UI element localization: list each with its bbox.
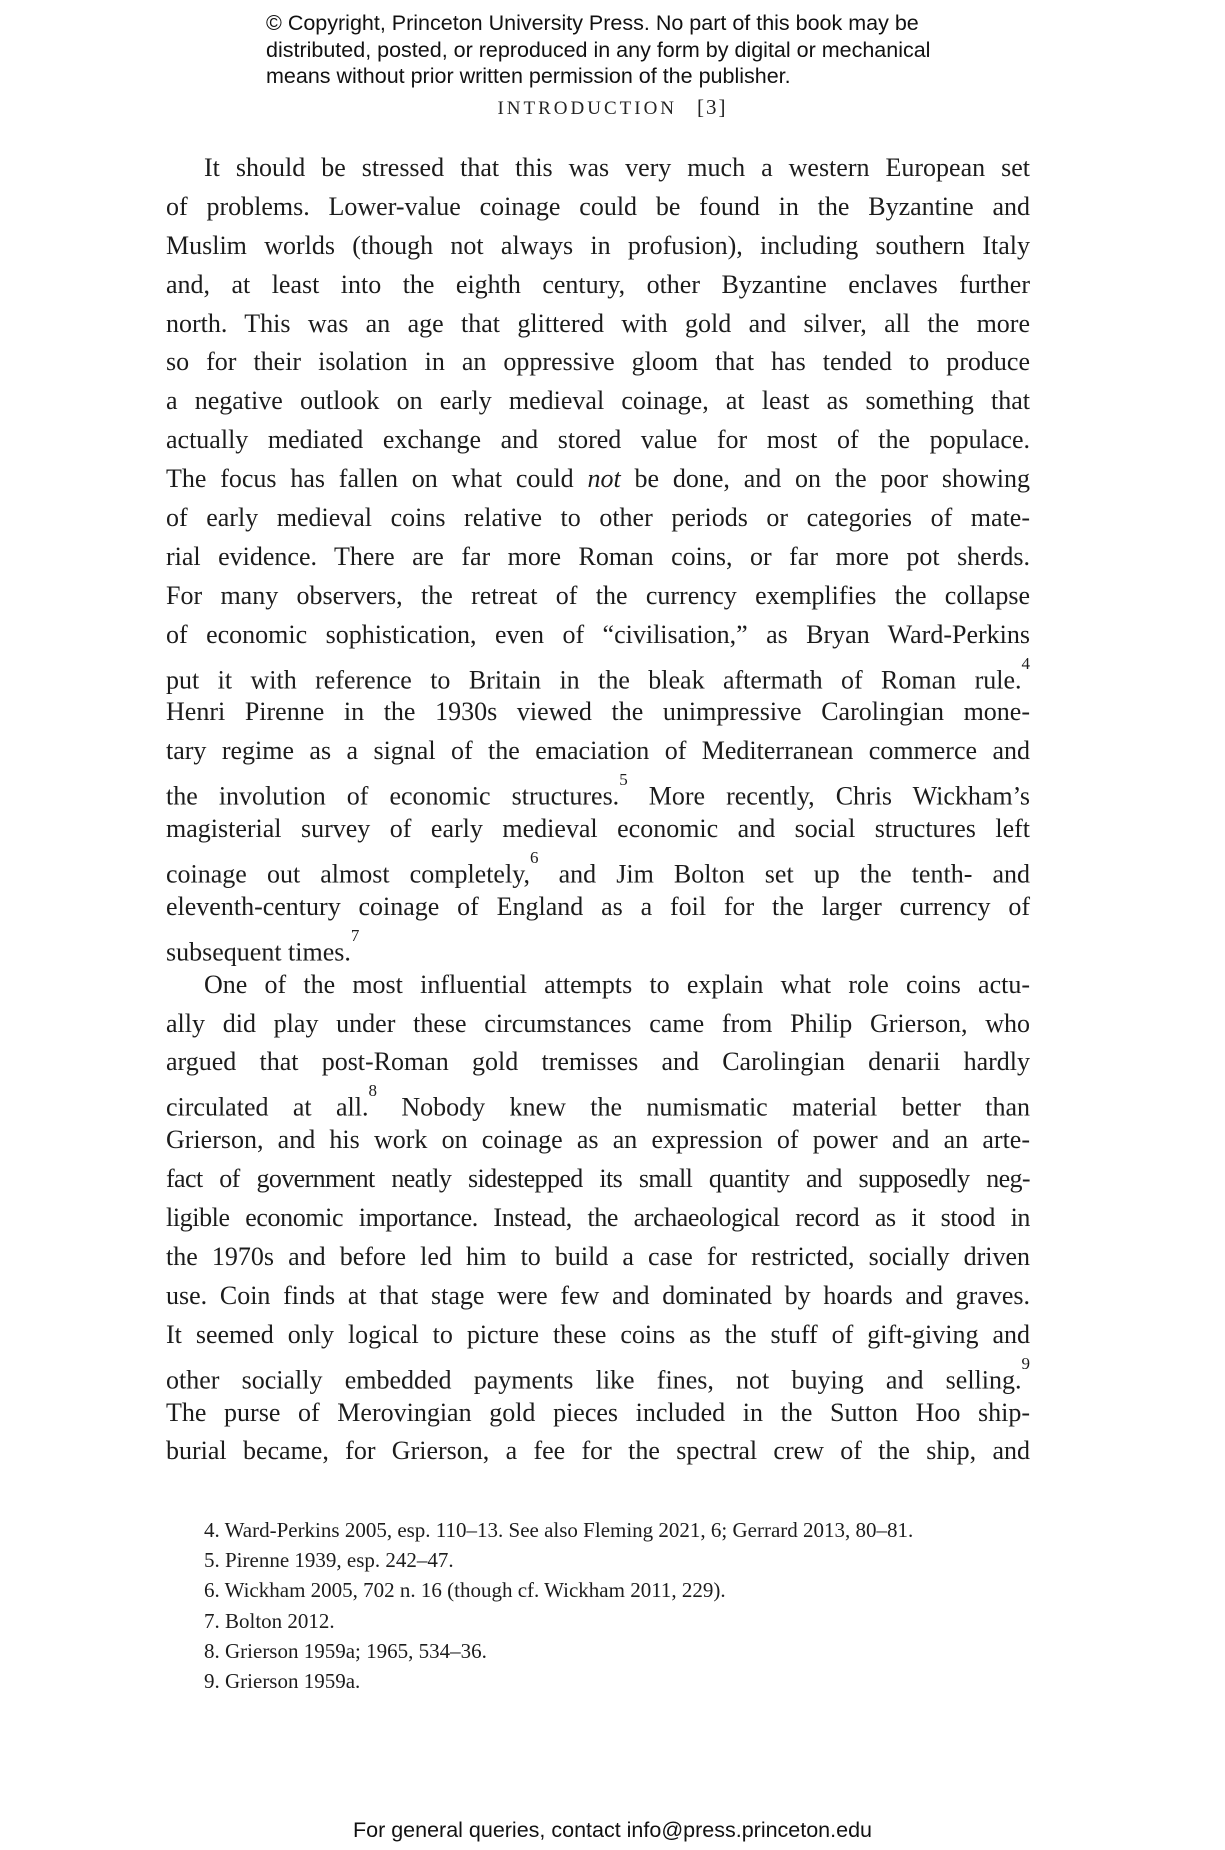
footnotes xyxy=(204,1515,1024,1696)
text-line: the 1970s and before led him to build a case for restricted, socially driven xyxy=(166,1241,1030,1271)
footnote-ref-9[interactable]: 9 xyxy=(1021,1353,1030,1373)
running-head-title: INTRODUCTION xyxy=(497,98,678,119)
text-line: argued that post-Roman gold tremisses and Carolingian denarii hardly xyxy=(166,1047,1030,1077)
text-line: The purse of Merovingian gold pieces included in the Sutton Hoo ship- xyxy=(166,1397,1030,1427)
footnote: 4. Ward-Perkins 2005, esp. 110–13. See also Fleming 2021, 6; Gerrard 2013, 80–81. xyxy=(204,1518,914,1542)
text-line: rial evidence. There are far more Roman coins, or far more pot sherds. xyxy=(166,541,1030,571)
text-segment: be done, and on the poor showing xyxy=(620,464,1030,494)
text-line: Henri Pirenne in the 1930s viewed the unimpressive Carolingian mone- xyxy=(166,697,1030,727)
text-line: It seemed only logical to picture these coins as the stuff of gift-giving and xyxy=(166,1319,1030,1349)
text-line: ligible economic importance. Instead, the archaeological record as it stood in xyxy=(166,1203,1030,1233)
text-line xyxy=(166,849,1030,888)
running-head xyxy=(0,95,1225,120)
text-line: ally did play under these circumstances came from Philip Grierson, who xyxy=(166,1008,1030,1038)
footnote: 9. Grierson 1959a. xyxy=(204,1669,361,1694)
text-segment: other socially embedded payments like fines, not buying and selling. xyxy=(166,1365,1022,1395)
footnote-ref-7[interactable]: 7 xyxy=(350,925,360,945)
text-line: One of the most influential attempts to explain what role coins actu- xyxy=(204,969,1030,999)
text-line: of early medieval coins relative to other periods or categories of mate- xyxy=(166,503,1030,533)
text-segment: the involution of economic structures. xyxy=(166,781,620,811)
text-line: and, at least into the eighth century, other Byzantine enclaves further xyxy=(166,269,1030,299)
copyright-line: © Copyright, Princeton University Press. No part of this book may be xyxy=(266,11,919,35)
footnote: 7. Bolton 2012. xyxy=(204,1608,335,1633)
footnote-ref-5[interactable]: 5 xyxy=(619,770,628,790)
text-line xyxy=(166,460,1030,499)
footnote-ref-6[interactable]: 6 xyxy=(530,848,539,868)
text-line xyxy=(166,1355,1030,1394)
text-segment: Nobody knew the numismatic material better than xyxy=(377,1093,1030,1123)
text-line: magisterial survey of early medieval economic and social structures left xyxy=(166,814,1030,844)
text-line: a negative outlook on early medieval coinage, at least as something that xyxy=(166,386,1030,416)
copyright-line: distributed, posted, or reproduced in any form by digital or mechanical xyxy=(266,37,931,62)
text-segment: More recently, Chris Wickham’s xyxy=(627,781,1030,811)
text-line: For many observers, the retreat of the currency exemplifies the collapse xyxy=(166,580,1030,610)
text-line: actually mediated exchange and stored value for most of the populace. xyxy=(166,425,1030,455)
text-line: of problems. Lower-value coinage could be found in the Byzantine and xyxy=(166,191,1030,221)
footnote-ref-8[interactable]: 8 xyxy=(368,1081,378,1101)
text-line: of economic sophistication, even of “civilisation,” as Bryan Ward-Perkins xyxy=(166,619,1030,649)
text-line xyxy=(166,927,1030,966)
footnote: 6. Wickham 2005, 702 n. 16 (though cf. Wickham 2011, 229). xyxy=(204,1578,726,1603)
body-text xyxy=(166,149,1030,1471)
text-line: north. This was an age that glittered with gold and silver, all the more xyxy=(166,308,1030,338)
footnote: 5. Pirenne 1939, esp. 242–47. xyxy=(204,1548,454,1573)
text-line: fact of government neatly sidestepped its small quantity and supposedly neg- xyxy=(166,1164,1030,1194)
text-segment: The focus has fallen on what could xyxy=(166,464,588,494)
text-line xyxy=(166,1082,1030,1121)
text-segment: subsequent times. xyxy=(166,937,351,967)
copyright-line: means without prior written permission of the publisher. xyxy=(266,64,791,88)
footer-contact: For general queries, contact info@press.princeton.edu xyxy=(352,1818,872,1842)
text-line: Grierson, and his work on coinage as an expression of power and an arte- xyxy=(166,1125,1030,1155)
text-line: It should be stressed that this was very much a western European set xyxy=(204,153,1030,182)
text-segment: circulated at all. xyxy=(166,1093,369,1123)
text-line: use. Coin finds at that stage were few and dominated by hoards and graves. xyxy=(166,1280,1030,1310)
text-line xyxy=(166,655,1030,694)
italic-emphasis: not xyxy=(587,464,621,494)
text-line: Muslim worlds (though not always in profusion), including southern Italy xyxy=(166,230,1030,260)
text-line: burial became, for Grierson, a fee for the spectral crew of the ship, and xyxy=(166,1436,1030,1466)
footnote: 8. Grierson 1959a; 1965, 534–36. xyxy=(204,1638,487,1663)
text-segment: and Jim Bolton set up the tenth- and xyxy=(538,859,1030,889)
text-segment: put it with reference to Britain in the bleak aftermath of Roman rule. xyxy=(166,665,1022,695)
text-line xyxy=(166,771,1030,810)
text-segment: coinage out almost completely, xyxy=(166,859,531,889)
footnote-ref-4[interactable]: 4 xyxy=(1021,653,1030,673)
text-line: eleventh-century coinage of England as a foil for the larger currency of xyxy=(166,891,1030,921)
text-line: tary regime as a signal of the emaciation of Mediterranean commerce and xyxy=(166,736,1030,766)
copyright-notice xyxy=(266,10,1026,90)
page-number: [3] xyxy=(697,95,728,119)
text-line: so for their isolation in an oppressive gloom that has tended to produce xyxy=(166,347,1030,377)
